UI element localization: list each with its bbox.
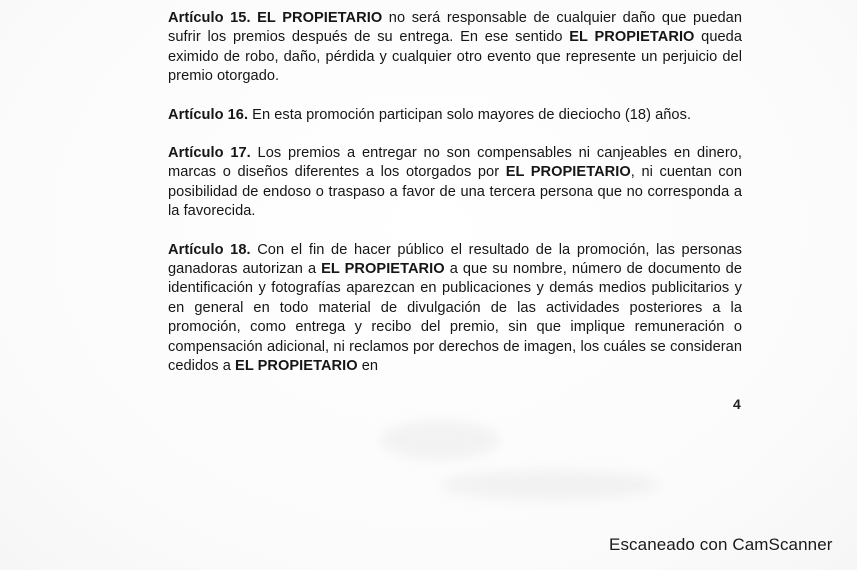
article-18-text: Con el fin de hacer público el resultado de la promoción, las personas ganadoras autorizan a — [168, 241, 742, 278]
article-16 — [168, 106, 742, 125]
scanner-watermark: Escaneado con CamScanner — [609, 535, 833, 554]
owner-name: EL PROPIETARIO — [569, 29, 695, 46]
scan-smudge — [440, 470, 660, 500]
document-body — [168, 9, 742, 377]
article-17 — [168, 144, 742, 222]
owner-name: EL PROPIETARIO — [505, 164, 631, 181]
article-18-label: Artículo 18. — [168, 241, 251, 258]
article-15 — [168, 9, 742, 87]
article-16-label: Artículo 16. — [168, 106, 249, 123]
article-17-label: Artículo 17. — [168, 145, 251, 162]
article-15-label: Artículo 15. — [168, 10, 251, 26]
article-17-text: , ni cuentan con posibilidad de endoso o traspaso a favor de una tercera persona que no corresponda a la favorecida. — [168, 164, 742, 220]
owner-name: EL PROPIETARIO — [257, 10, 383, 26]
article-18-text: en — [357, 358, 379, 375]
article-18 — [168, 241, 742, 377]
article-17-text: Los premios a entregar no son compensables ni canjeables en dinero, marcas o diseños diferentes a los otorgados por — [168, 145, 743, 181]
article-15-text: no será responsable de cualquier daño que puedan sufrir los premios después de su entrega. En ese sentido — [168, 10, 742, 46]
owner-name: EL PROPIETARIO — [235, 358, 358, 375]
page-number: 4 — [733, 396, 741, 412]
scan-smudge — [380, 420, 500, 460]
article-15-text: queda eximido de robo, daño, pérdida y cualquier otro evento que represente un perjuicio del premio otorgado. — [168, 29, 743, 85]
owner-name: EL PROPIETARIO — [321, 261, 445, 278]
article-16-text: En esta promoción participan solo mayores de dieciocho (18) años. — [248, 106, 692, 123]
article-18-text: a que su nombre, número de documento de identificación y fotografías aparezcan en publicaciones y demás medios publicitarios y en general en todo material de divulgación de las actividades posteriores a la promoción, como entrega y recibo del premio, sin que implique remuneración o compensación adicional, ni reclamos por derechos de imagen, los cuáles se consideran cedidos a — [168, 261, 742, 375]
